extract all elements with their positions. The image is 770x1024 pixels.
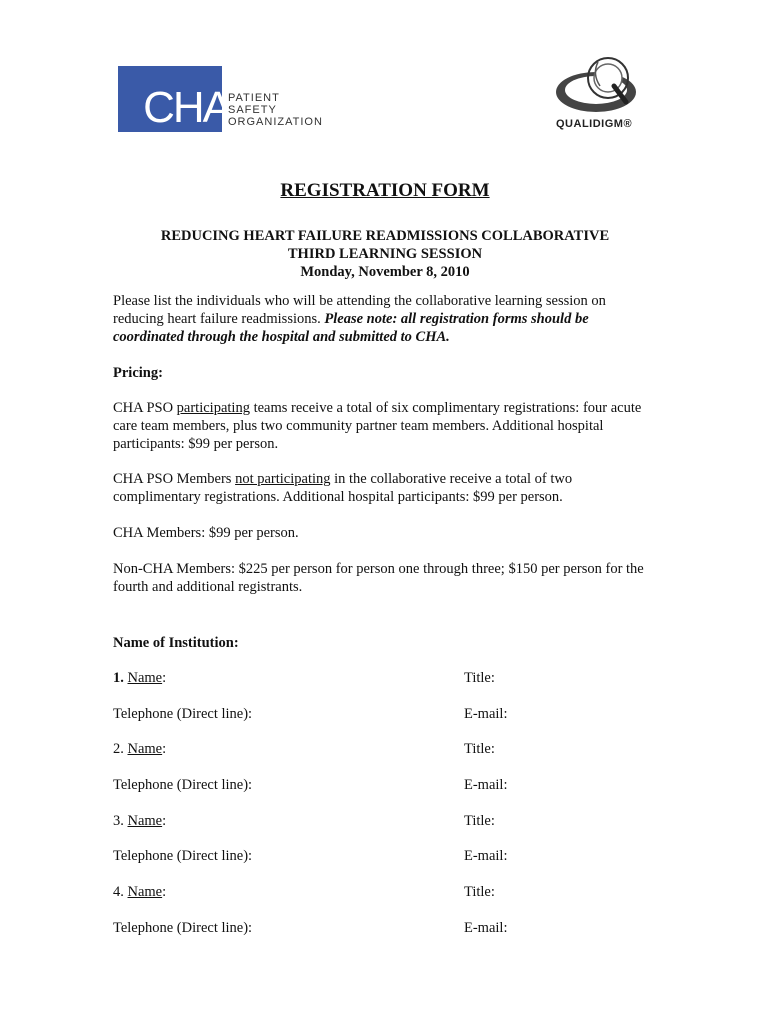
form-title: REGISTRATION FORM xyxy=(280,180,490,201)
attendee-1-email-field[interactable]: E-mail: xyxy=(464,706,508,722)
attendee-1-name-field[interactable]: 1. Name: xyxy=(113,670,167,686)
attendee-2-phone-field[interactable]: Telephone (Direct line): xyxy=(113,777,253,793)
attendee-1-phone-field[interactable]: Telephone (Direct line): xyxy=(113,706,253,722)
attendee-2-name-field[interactable]: 2. Name: xyxy=(113,741,167,757)
cha-logo-mark: CHA xyxy=(143,83,230,132)
pricing-heading: Pricing: xyxy=(113,365,163,381)
attendee-3-title-field[interactable]: Title: xyxy=(464,813,495,829)
attendee-3-email-field[interactable]: E-mail: xyxy=(464,848,508,864)
pricing-participating: CHA PSO participating teams receive a total of six complimentary registrations: four acute care team members, plus two community partner team members. Additional hospital participants: $99 per person. xyxy=(113,400,642,452)
attendee-2-title-field[interactable]: Title: xyxy=(464,741,495,757)
attendee-3-phone-field[interactable]: Telephone (Direct line): xyxy=(113,848,253,864)
intro-note: Please note: all registration forms should be coordinated through the hospital and submitted to CHA. xyxy=(113,311,589,345)
attendee-4-title-field[interactable]: Title: xyxy=(464,884,495,900)
qualidigm-wordmark: QUALIDIGM® xyxy=(556,118,633,130)
qualidigm-q-icon xyxy=(548,56,654,118)
form-subheading: REDUCING HEART FAILURE READMISSIONS COLLABORATIVE THIRD LEARNING SESSION Monday, November 8, 2010 xyxy=(160,228,610,280)
attendee-4-email-field[interactable]: E-mail: xyxy=(464,920,508,936)
pricing-cha-members: CHA Members: $99 per person. xyxy=(113,525,299,541)
intro-paragraph: Please list the individuals who will be attending the collaborative learning session on reducing heart failure readmissions. Please note: all registration forms should be coordinated through the hospital and submitted to CHA. xyxy=(113,293,606,345)
attendee-3-name-field[interactable]: 3. Name: xyxy=(113,813,167,829)
qualidigm-logo xyxy=(548,56,654,136)
attendee-4-phone-field[interactable]: Telephone (Direct line): xyxy=(113,920,253,936)
cha-pso-logo xyxy=(118,66,338,132)
institution-name-field[interactable]: Name of Institution: xyxy=(113,635,239,651)
attendee-4-name-field[interactable]: 4. Name: xyxy=(113,884,167,900)
attendee-1-title-field[interactable]: Title: xyxy=(464,670,495,686)
cha-logo-subtitle: PATIENT SAFETY ORGANIZATION xyxy=(228,92,323,128)
pricing-not-participating: CHA PSO Members not participating in the collaborative receive a total of two complimentary registrations. Additional hospital participants: $99 per person. xyxy=(113,471,573,505)
pricing-non-cha-members: Non-CHA Members: $225 per person for person one through three; $150 per person for the fourth and additional registrants. xyxy=(113,561,644,595)
attendee-2-email-field[interactable]: E-mail: xyxy=(464,777,508,793)
